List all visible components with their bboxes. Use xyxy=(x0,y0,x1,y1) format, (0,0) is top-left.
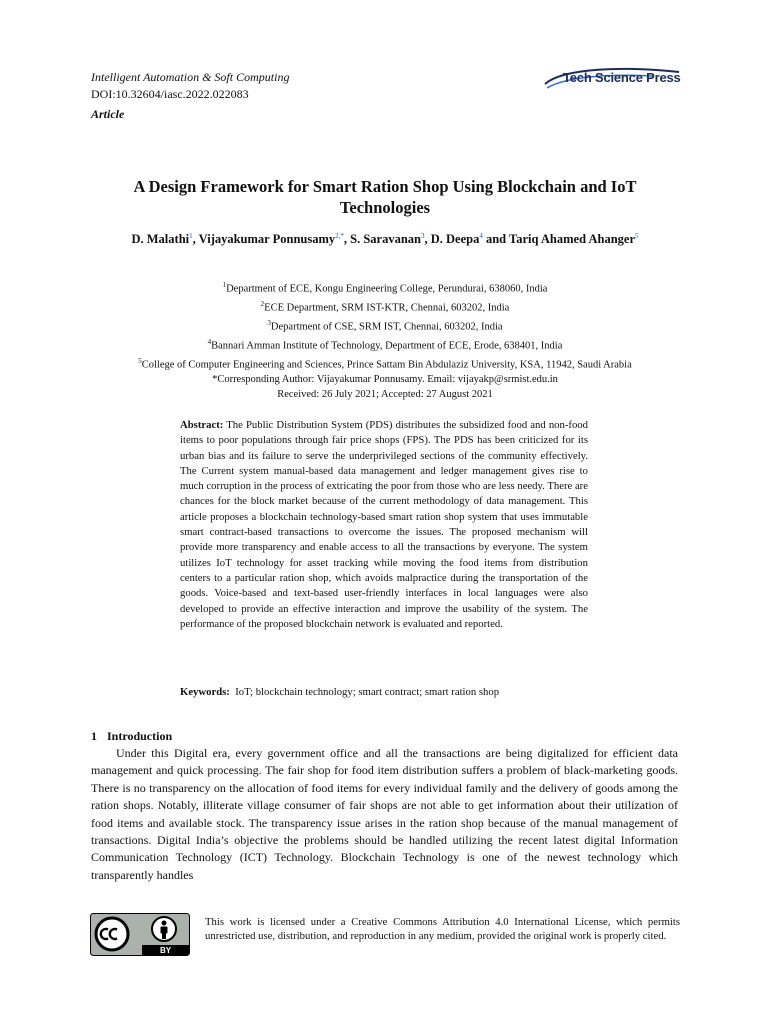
affiliation-line xyxy=(90,354,680,373)
received-accepted-dates: Received: 26 July 2021; Accepted: 27 August 2021 xyxy=(277,388,493,400)
title-line-2: Technologies xyxy=(339,198,431,217)
author-affiliation-mark[interactable]: 3 xyxy=(421,232,425,240)
author-affiliation-mark[interactable]: 5 xyxy=(635,232,639,240)
abstract-label: Abstract: xyxy=(180,419,224,431)
author-name: D. Malathi xyxy=(131,232,190,247)
section-title: Introduction xyxy=(107,729,173,743)
author-name: Tariq Ahamed Ahanger xyxy=(509,232,635,247)
keywords xyxy=(180,686,499,698)
affiliations xyxy=(90,278,680,402)
author-name: D. Deepa xyxy=(430,232,480,247)
paper-title xyxy=(90,176,680,218)
affiliation-line xyxy=(90,316,680,335)
author-list: D. Malathi$^1$, Vijayakumar Ponnusamy$^{2,*}$, S. Saravanan$^3$, D. Deepa$^4$ and Tariq Ahamed Ahanger$^5$ xyxy=(131,232,639,247)
affiliation-mark: 1 xyxy=(222,281,227,289)
affiliation-line xyxy=(90,278,680,297)
affiliation-text: ECE Department, SRM IST-KTR, Chennai, 603202, India xyxy=(264,302,510,314)
cc-by-license-badge[interactable] xyxy=(90,913,190,956)
author-name: Vijayakumar Ponnusamy xyxy=(198,232,336,247)
doi[interactable]: DOI:10.32604/iasc.2022.022083 xyxy=(91,87,249,101)
journal-name: Intelligent Automation & Soft Computing xyxy=(91,70,290,84)
corresponding-author: *Corresponding Author: Vijayakumar Ponnusamy. Email: vijayakp@srmist.edu.in xyxy=(212,374,558,385)
author-affiliation-mark[interactable]: 2,* xyxy=(335,232,344,240)
author-affiliation-mark[interactable]: 1 xyxy=(189,232,193,240)
affiliation-text: Department of CSE, SRM IST, Chennai, 603202, India xyxy=(270,321,503,333)
affiliation-text: College of Computer Engineering and Sciences, Prince Sattam Bin Abdulaziz University, KSA, 11942, Saudi Arabia xyxy=(141,359,632,371)
paragraph: Under this Digital era, every government office and all the transactions are being digitalized for efficient data management and quick processing. The fair shop for food item distribution suffers a problem of black-marketing goods. There is no transparency on the allocation of food items for every individual family and the delivery of goods among the ration shops. Notably, illiterate village consumer of fair shops are not able to get information about their utilization of food items and available stock. The transparency issue arises in the ration shop because of the manual management of transactions. Digital India’s objective the problems should be handled utilizing the recent latest digital Information Communication Technology (ICT) Technology. Blockchain Technology is one of the newest technology which transparently handles xyxy=(91,746,678,882)
affiliation-text: Bannari Amman Institute of Technology, Department of ECE, Erode, 638401, India xyxy=(211,340,563,352)
article-type: Article xyxy=(91,107,125,121)
author-affiliation-mark[interactable]: 4 xyxy=(479,232,483,240)
affiliation-line xyxy=(90,297,680,316)
abstract xyxy=(180,418,588,632)
section-number: 1 xyxy=(91,729,97,743)
affiliation-mark: 2 xyxy=(260,300,265,308)
author-name: S. Saravanan xyxy=(350,232,421,247)
affiliation-mark: 5 xyxy=(138,357,142,365)
affiliation-mark: 4 xyxy=(207,338,212,346)
affiliation-line xyxy=(90,335,680,354)
abstract-text: The Public Distribution System (PDS) distributes the subsidized food and non-food items to poor populations through fair price shops (FPS). The PDS has been criticized for its urban bias and its failure to serve the underprivileged sections of the community effectively. The Current system manual-based data management and ledger management gives rise to much corruption in the process of extricating the poor from those who are less needy. There are chances for the block market because of the current methodology of data management. This article proposes a blockchain technology-based smart ration shop system that uses immutable smart contract-based transactions to overcome the issues. The proposed mechanism will provide more transparency and enable access to all the transactions by everyone. The system utilizes IoT technology for asset tracking while moving the food items from distribution centers to a particular ration shop, which avoids malpractice during the transportation of the goods. Voice-based and text-based user-friendly interfaces in local languages were also developed to provide an effective interaction and improve the usability of the system. The performance of the proposed blockchain network is evaluated and reported. xyxy=(180,419,588,630)
affiliation-mark: 3 xyxy=(267,319,271,327)
affiliation-text: Department of ECE, Kongu Engineering College, Perundurai, 638060, India xyxy=(226,283,548,295)
keywords-label: Keywords: xyxy=(180,686,230,698)
publisher-logo xyxy=(543,66,683,92)
cc-by-label: BY xyxy=(159,946,172,955)
introduction-body xyxy=(91,745,678,884)
section-heading xyxy=(91,729,172,744)
license-statement: This work is licensed under a Creative Commons Attribution 4.0 International License, which permits unrestricted use, distribution, and reproduction in any medium, provided the original work is properly cited. xyxy=(205,916,680,942)
title-line-1: A Design Framework for Smart Ration Shop Using Blockchain and IoT xyxy=(133,177,637,196)
publisher-name: Tech Science Press xyxy=(563,70,681,85)
keywords-text: IoT; blockchain technology; smart contract; smart ration shop xyxy=(235,686,500,698)
